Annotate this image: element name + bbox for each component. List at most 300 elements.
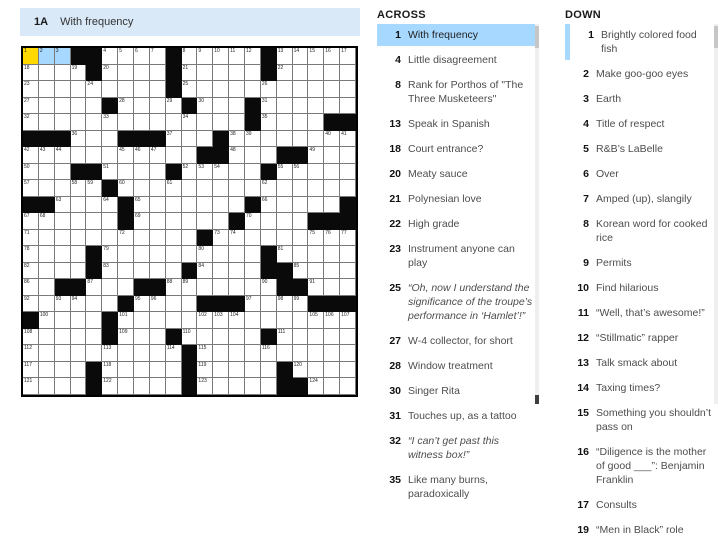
grid-cell[interactable]: [166, 230, 182, 247]
grid-cell[interactable]: [229, 279, 245, 296]
grid-cell[interactable]: [182, 312, 198, 329]
grid-cell[interactable]: [39, 81, 55, 98]
grid-cell[interactable]: [150, 114, 166, 131]
grid-cell[interactable]: [55, 263, 71, 280]
across-scrollbar-thumb[interactable]: [535, 26, 539, 48]
grid-cell[interactable]: [213, 98, 229, 115]
grid-cell[interactable]: [55, 296, 71, 313]
grid-cell[interactable]: [71, 180, 87, 197]
grid-cell[interactable]: [229, 246, 245, 263]
down-clue-2[interactable]: [565, 63, 717, 85]
grid-cell[interactable]: [71, 378, 87, 395]
grid-cell[interactable]: [261, 131, 277, 148]
grid-cell[interactable]: [118, 65, 134, 82]
grid-cell[interactable]: [55, 345, 71, 362]
grid-cell[interactable]: [213, 378, 229, 395]
grid-cell[interactable]: [308, 197, 324, 214]
grid-cell[interactable]: [166, 362, 182, 379]
grid-cell[interactable]: [293, 296, 309, 313]
grid-cell[interactable]: [102, 362, 118, 379]
grid-cell[interactable]: [134, 246, 150, 263]
grid-cell[interactable]: [213, 213, 229, 230]
grid-cell[interactable]: [182, 180, 198, 197]
grid-cell[interactable]: [277, 329, 293, 346]
across-clue-32[interactable]: [377, 430, 535, 466]
grid-cell[interactable]: [245, 131, 261, 148]
grid-cell[interactable]: [134, 362, 150, 379]
down-clue-9[interactable]: [565, 252, 717, 274]
grid-cell[interactable]: [134, 329, 150, 346]
grid-cell[interactable]: [340, 279, 356, 296]
grid-cell[interactable]: [293, 362, 309, 379]
grid-cell[interactable]: [245, 147, 261, 164]
grid-cell[interactable]: [102, 296, 118, 313]
grid-cell[interactable]: [229, 180, 245, 197]
grid-cell[interactable]: [277, 98, 293, 115]
grid-cell[interactable]: [182, 48, 198, 65]
grid-cell[interactable]: [293, 230, 309, 247]
across-clue-list[interactable]: [377, 24, 535, 508]
grid-cell[interactable]: [134, 48, 150, 65]
grid-cell[interactable]: [229, 164, 245, 181]
grid-cell[interactable]: [197, 279, 213, 296]
grid-cell[interactable]: [340, 147, 356, 164]
grid-cell[interactable]: [134, 164, 150, 181]
grid-cell[interactable]: [150, 362, 166, 379]
grid-cell[interactable]: [55, 230, 71, 247]
grid-cell[interactable]: [245, 279, 261, 296]
grid-cell[interactable]: [23, 114, 39, 131]
down-clue-6[interactable]: [565, 163, 717, 185]
grid-cell[interactable]: [293, 48, 309, 65]
grid-cell[interactable]: [308, 65, 324, 82]
grid-cell[interactable]: [71, 98, 87, 115]
grid-cell[interactable]: [308, 48, 324, 65]
grid-cell[interactable]: [340, 345, 356, 362]
grid-cell[interactable]: [102, 378, 118, 395]
grid-cell[interactable]: [182, 230, 198, 247]
grid-cell[interactable]: [134, 65, 150, 82]
grid-cell[interactable]: [150, 329, 166, 346]
grid-cell[interactable]: [71, 312, 87, 329]
down-clue-12[interactable]: [565, 327, 717, 349]
grid-cell[interactable]: [182, 65, 198, 82]
across-clue-30[interactable]: [377, 380, 535, 402]
grid-cell[interactable]: [55, 65, 71, 82]
down-clue-13[interactable]: [565, 352, 717, 374]
grid-cell[interactable]: [277, 246, 293, 263]
grid-cell[interactable]: [71, 345, 87, 362]
grid-cell[interactable]: [134, 345, 150, 362]
grid-cell[interactable]: [166, 263, 182, 280]
down-clue-4[interactable]: [565, 113, 717, 135]
grid-cell[interactable]: [182, 279, 198, 296]
grid-cell[interactable]: [340, 48, 356, 65]
grid-cell[interactable]: [166, 296, 182, 313]
grid-cell[interactable]: [134, 98, 150, 115]
grid-cell[interactable]: [261, 279, 277, 296]
grid-cell[interactable]: [182, 246, 198, 263]
grid-cell[interactable]: [261, 147, 277, 164]
grid-cell[interactable]: [213, 362, 229, 379]
grid-cell[interactable]: [102, 131, 118, 148]
grid-cell[interactable]: [229, 378, 245, 395]
grid-cell[interactable]: [277, 312, 293, 329]
grid-cell[interactable]: [261, 312, 277, 329]
down-clue-16[interactable]: [565, 441, 717, 491]
grid-cell[interactable]: [261, 180, 277, 197]
grid-cell[interactable]: [150, 180, 166, 197]
grid-cell[interactable]: [166, 131, 182, 148]
grid-cell[interactable]: [71, 65, 87, 82]
grid-cell[interactable]: [261, 230, 277, 247]
grid-cell[interactable]: [150, 345, 166, 362]
grid-cell[interactable]: [308, 279, 324, 296]
across-scrollbar[interactable]: [535, 24, 539, 404]
grid-cell[interactable]: [102, 246, 118, 263]
grid-cell[interactable]: [197, 362, 213, 379]
grid-cell[interactable]: [340, 362, 356, 379]
grid-cell[interactable]: [118, 98, 134, 115]
grid-cell[interactable]: [293, 345, 309, 362]
across-clue-4[interactable]: [377, 49, 535, 71]
grid-cell[interactable]: [261, 98, 277, 115]
grid-cell[interactable]: [71, 114, 87, 131]
grid-cell[interactable]: [277, 65, 293, 82]
grid-cell[interactable]: [150, 312, 166, 329]
grid-cell[interactable]: [340, 164, 356, 181]
grid-cell[interactable]: [277, 81, 293, 98]
grid-cell[interactable]: [55, 114, 71, 131]
grid-cell[interactable]: [166, 378, 182, 395]
grid-cell[interactable]: [324, 48, 340, 65]
grid-cell[interactable]: [86, 81, 102, 98]
grid-cell[interactable]: [213, 312, 229, 329]
grid-cell[interactable]: [277, 197, 293, 214]
grid-cell[interactable]: [86, 230, 102, 247]
grid-cell[interactable]: [71, 329, 87, 346]
across-clue-1[interactable]: [377, 24, 535, 46]
grid-cell[interactable]: [39, 296, 55, 313]
across-clue-31[interactable]: [377, 405, 535, 427]
grid-cell[interactable]: [213, 246, 229, 263]
across-clue-20[interactable]: [377, 163, 535, 185]
grid-cell[interactable]: [245, 81, 261, 98]
grid-cell[interactable]: [55, 312, 71, 329]
across-clue-28[interactable]: [377, 355, 535, 377]
grid-cell[interactable]: [245, 362, 261, 379]
down-scrollbar-thumb[interactable]: [714, 26, 718, 48]
across-clue-21[interactable]: [377, 188, 535, 210]
grid-cell[interactable]: [55, 164, 71, 181]
grid-cell[interactable]: [324, 279, 340, 296]
grid-cell[interactable]: [150, 48, 166, 65]
grid-cell[interactable]: [118, 147, 134, 164]
grid-cell[interactable]: [150, 147, 166, 164]
grid-cell[interactable]: [55, 81, 71, 98]
grid-cell[interactable]: [102, 345, 118, 362]
grid-cell[interactable]: [340, 329, 356, 346]
grid-cell[interactable]: [213, 263, 229, 280]
grid-cell[interactable]: [213, 81, 229, 98]
grid-cell[interactable]: [340, 81, 356, 98]
grid-cell[interactable]: [277, 131, 293, 148]
grid-cell[interactable]: [293, 131, 309, 148]
grid-cell[interactable]: [166, 246, 182, 263]
grid-cell[interactable]: [229, 131, 245, 148]
grid-cell[interactable]: [39, 378, 55, 395]
grid-cell[interactable]: [71, 197, 87, 214]
grid-cell[interactable]: [86, 98, 102, 115]
grid-cell[interactable]: [229, 114, 245, 131]
across-clue-23[interactable]: [377, 238, 535, 274]
grid-cell[interactable]: [261, 213, 277, 230]
grid-cell[interactable]: [102, 48, 118, 65]
grid-cell[interactable]: [150, 65, 166, 82]
grid-cell[interactable]: [23, 81, 39, 98]
grid-cell[interactable]: [293, 65, 309, 82]
down-clue-10[interactable]: [565, 277, 717, 299]
across-scrollbar-end[interactable]: [535, 395, 539, 404]
across-clue-18[interactable]: [377, 138, 535, 160]
grid-cell[interactable]: [39, 230, 55, 247]
grid-cell[interactable]: [182, 147, 198, 164]
down-clue-5[interactable]: [565, 138, 717, 160]
grid-cell[interactable]: [293, 312, 309, 329]
grid-cell[interactable]: [102, 230, 118, 247]
grid-cell[interactable]: [102, 213, 118, 230]
grid-cell[interactable]: [197, 197, 213, 214]
grid-cell[interactable]: [182, 329, 198, 346]
grid-cell[interactable]: [86, 296, 102, 313]
grid-cell[interactable]: [166, 213, 182, 230]
grid-cell[interactable]: [213, 164, 229, 181]
grid-cell[interactable]: [134, 312, 150, 329]
grid-cell[interactable]: [102, 279, 118, 296]
grid-cell[interactable]: [197, 345, 213, 362]
grid-cell[interactable]: [23, 164, 39, 181]
grid-cell[interactable]: [324, 131, 340, 148]
grid-cell[interactable]: [182, 296, 198, 313]
grid-cell[interactable]: [197, 263, 213, 280]
grid-cell[interactable]: [308, 180, 324, 197]
grid-cell[interactable]: [229, 98, 245, 115]
grid-cell[interactable]: [134, 230, 150, 247]
down-clue-8[interactable]: [565, 213, 717, 249]
grid-cell[interactable]: [23, 296, 39, 313]
grid-cell[interactable]: [23, 48, 39, 65]
grid-cell[interactable]: [213, 48, 229, 65]
grid-cell[interactable]: [277, 180, 293, 197]
grid-cell[interactable]: [293, 213, 309, 230]
grid-cell[interactable]: [308, 131, 324, 148]
grid-cell[interactable]: [23, 230, 39, 247]
grid-cell[interactable]: [166, 312, 182, 329]
grid-cell[interactable]: [197, 65, 213, 82]
grid-cell[interactable]: [71, 263, 87, 280]
grid-cell[interactable]: [197, 98, 213, 115]
down-clue-11[interactable]: [565, 302, 717, 324]
grid-cell[interactable]: [39, 147, 55, 164]
down-clue-15[interactable]: [565, 402, 717, 438]
grid-cell[interactable]: [134, 147, 150, 164]
grid-cell[interactable]: [71, 131, 87, 148]
grid-cell[interactable]: [71, 147, 87, 164]
grid-cell[interactable]: [39, 180, 55, 197]
grid-cell[interactable]: [39, 263, 55, 280]
grid-cell[interactable]: [166, 98, 182, 115]
grid-cell[interactable]: [293, 197, 309, 214]
grid-cell[interactable]: [229, 345, 245, 362]
grid-cell[interactable]: [39, 312, 55, 329]
grid-cell[interactable]: [308, 378, 324, 395]
grid-cell[interactable]: [102, 65, 118, 82]
grid-cell[interactable]: [293, 329, 309, 346]
grid-cell[interactable]: [245, 230, 261, 247]
grid-cell[interactable]: [229, 65, 245, 82]
grid-cell[interactable]: [23, 263, 39, 280]
grid-cell[interactable]: [102, 164, 118, 181]
grid-cell[interactable]: [71, 230, 87, 247]
grid-cell[interactable]: [118, 114, 134, 131]
grid-cell[interactable]: [23, 213, 39, 230]
grid-cell[interactable]: [86, 329, 102, 346]
grid-cell[interactable]: [86, 279, 102, 296]
grid-cell[interactable]: [213, 197, 229, 214]
grid-cell[interactable]: [134, 213, 150, 230]
grid-cell[interactable]: [229, 48, 245, 65]
grid-cell[interactable]: [340, 312, 356, 329]
grid-cell[interactable]: [324, 98, 340, 115]
grid-cell[interactable]: [324, 81, 340, 98]
grid-cell[interactable]: [340, 131, 356, 148]
grid-cell[interactable]: [118, 164, 134, 181]
grid-cell[interactable]: [324, 345, 340, 362]
grid-cell[interactable]: [166, 279, 182, 296]
grid-cell[interactable]: [213, 345, 229, 362]
grid-cell[interactable]: [229, 312, 245, 329]
grid-cell[interactable]: [245, 345, 261, 362]
grid-cell[interactable]: [86, 197, 102, 214]
grid-cell[interactable]: [71, 213, 87, 230]
grid-cell[interactable]: [340, 378, 356, 395]
grid-cell[interactable]: [261, 378, 277, 395]
grid-cell[interactable]: [55, 378, 71, 395]
grid-cell[interactable]: [229, 263, 245, 280]
grid-cell[interactable]: [134, 180, 150, 197]
grid-cell[interactable]: [229, 197, 245, 214]
grid-cell[interactable]: [308, 230, 324, 247]
grid-cell[interactable]: [39, 213, 55, 230]
grid-cell[interactable]: [39, 65, 55, 82]
grid-cell[interactable]: [213, 329, 229, 346]
grid-cell[interactable]: [245, 213, 261, 230]
grid-cell[interactable]: [118, 362, 134, 379]
grid-cell[interactable]: [229, 329, 245, 346]
across-clue-27[interactable]: [377, 330, 535, 352]
grid-cell[interactable]: [23, 180, 39, 197]
grid-cell[interactable]: [308, 312, 324, 329]
grid-cell[interactable]: [197, 114, 213, 131]
grid-cell[interactable]: [182, 213, 198, 230]
grid-cell[interactable]: [166, 147, 182, 164]
grid-cell[interactable]: [324, 65, 340, 82]
grid-cell[interactable]: [71, 81, 87, 98]
grid-cell[interactable]: [39, 279, 55, 296]
grid-cell[interactable]: [118, 246, 134, 263]
grid-cell[interactable]: [118, 48, 134, 65]
grid-cell[interactable]: [118, 263, 134, 280]
grid-cell[interactable]: [23, 378, 39, 395]
grid-cell[interactable]: [182, 114, 198, 131]
grid-cell[interactable]: [55, 197, 71, 214]
across-clue-13[interactable]: [377, 113, 535, 135]
grid-cell[interactable]: [308, 98, 324, 115]
grid-cell[interactable]: [134, 114, 150, 131]
grid-cell[interactable]: [86, 131, 102, 148]
grid-cell[interactable]: [261, 362, 277, 379]
grid-cell[interactable]: [86, 312, 102, 329]
down-scrollbar[interactable]: [714, 24, 718, 404]
grid-cell[interactable]: [166, 180, 182, 197]
grid-cell[interactable]: [150, 81, 166, 98]
grid-cell[interactable]: [324, 378, 340, 395]
current-clue-bar[interactable]: [20, 8, 360, 36]
grid-cell[interactable]: [293, 180, 309, 197]
down-clue-3[interactable]: [565, 88, 717, 110]
grid-cell[interactable]: [213, 279, 229, 296]
grid-cell[interactable]: [182, 131, 198, 148]
grid-cell[interactable]: [245, 329, 261, 346]
grid-cell[interactable]: [39, 345, 55, 362]
grid-cell[interactable]: [55, 362, 71, 379]
grid-cell[interactable]: [118, 279, 134, 296]
grid-cell[interactable]: [150, 197, 166, 214]
grid-cell[interactable]: [261, 296, 277, 313]
grid-cell[interactable]: [23, 98, 39, 115]
down-clue-7[interactable]: [565, 188, 717, 210]
grid-cell[interactable]: [261, 345, 277, 362]
grid-cell[interactable]: [23, 362, 39, 379]
grid-cell[interactable]: [182, 81, 198, 98]
grid-cell[interactable]: [102, 263, 118, 280]
grid-cell[interactable]: [277, 230, 293, 247]
grid-cell[interactable]: [55, 147, 71, 164]
grid-cell[interactable]: [308, 263, 324, 280]
grid-cell[interactable]: [118, 230, 134, 247]
grid-cell[interactable]: [134, 263, 150, 280]
grid-cell[interactable]: [277, 213, 293, 230]
grid-cell[interactable]: [229, 230, 245, 247]
down-clue-14[interactable]: [565, 377, 717, 399]
grid-cell[interactable]: [308, 246, 324, 263]
grid-cell[interactable]: [39, 164, 55, 181]
grid-cell[interactable]: [118, 312, 134, 329]
grid-cell[interactable]: [245, 180, 261, 197]
across-clue-22[interactable]: [377, 213, 535, 235]
grid-cell[interactable]: [86, 147, 102, 164]
down-clue-19[interactable]: [565, 519, 717, 541]
grid-cell[interactable]: [197, 246, 213, 263]
grid-cell[interactable]: [71, 246, 87, 263]
grid-cell[interactable]: [293, 263, 309, 280]
grid-cell[interactable]: [277, 48, 293, 65]
grid-cell[interactable]: [166, 345, 182, 362]
grid-cell[interactable]: [324, 147, 340, 164]
grid-cell[interactable]: [150, 213, 166, 230]
grid-cell[interactable]: [340, 263, 356, 280]
grid-cell[interactable]: [102, 114, 118, 131]
